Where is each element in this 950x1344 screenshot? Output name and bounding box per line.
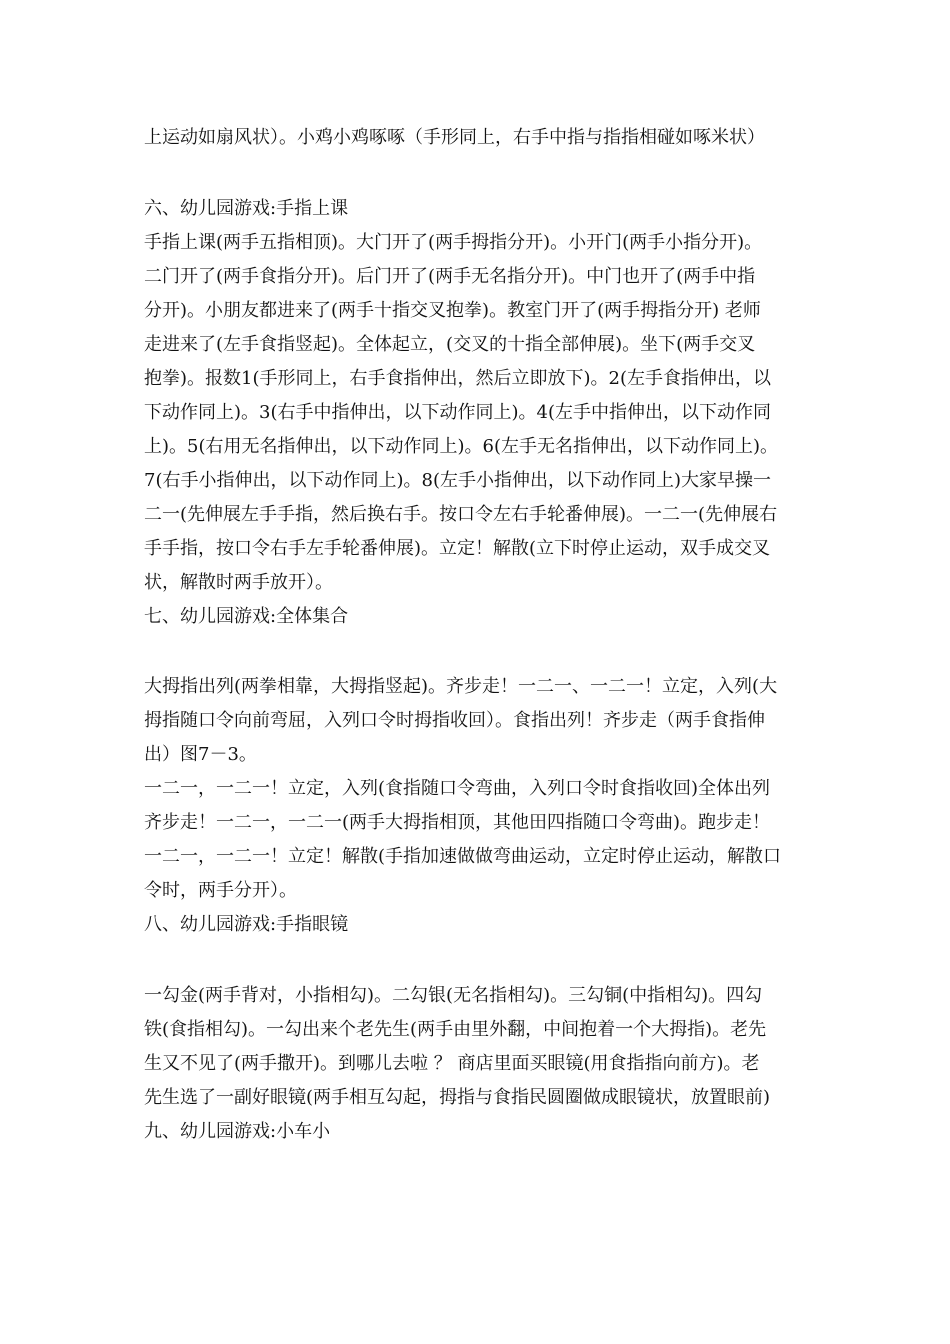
- text-line: 生又不见了(两手撒开)。到哪儿去啦 ？ 商店里面买眼镜(用食指指向前方)。老: [144, 1053, 760, 1074]
- text-line: 令时，两手分开）。: [144, 880, 297, 901]
- text-line: 7(右手小指伸出，以下动作同上)。8(左手小指伸出，以下动作同上)大家早操一: [144, 470, 771, 491]
- section-heading: 一勾金(两手背对，小指相勾)。二勾银(无名指相勾)。三勾铜(中指相勾)。四勾: [144, 985, 763, 1006]
- text-line: 一二一，一二一！立定，入列(食指随口令弯曲，入列口令时食指收回)全体出列: [144, 778, 771, 799]
- text-line: 状，解散时两手放开）。: [144, 572, 333, 593]
- text-line: 下动作同上)。3(右手中指伸出，以下动作同上)。4(左手中指伸出，以下动作同: [144, 402, 771, 423]
- text-line: 分开)。小朋友都进来了(两手十指交叉抱拳)。教室门开了(两手拇指分开) 老师: [144, 300, 761, 321]
- section-heading: 大拇指出列(两拳相靠，大拇指竖起)。齐步走！一二一、一二一！立定，入列(大: [144, 676, 778, 697]
- text-line: 铁(食指相勾)。一勾出来个老先生(两手由里外翻，中间抱着一个大拇指)。老先: [144, 1019, 767, 1040]
- text-line: 拇指随口令向前弯屈，入列口令时拇指收回）。食指出列！齐步走（两手食指伸: [144, 710, 765, 731]
- text-line: 一二一，一二一！立定！解散(手指加速做做弯曲运动，立定时停止运动，解散口: [144, 846, 782, 867]
- text-line: 上运动如扇风状）。小鸡小鸡啄啄（手形同上，右手中指与指指相碰如啄米状）: [144, 127, 765, 148]
- text-line: 上)。5(右用无名指伸出，以下动作同上)。6(左手无名指伸出，以下动作同上)。: [144, 436, 779, 457]
- text-line: 八、幼儿园游戏:手指眼镜: [144, 914, 349, 935]
- text-line: 手指上课(两手五指相顶)。大门开了(两手拇指分开)。小开门(两手小指分开)。: [144, 232, 763, 253]
- text-line: 齐步走！一二一，一二一(两手大拇指相顶，其他田四指随口令弯曲)。跑步走！: [144, 812, 771, 833]
- text-line: 二一(先伸展左手手指，然后换右手。按口令左右手轮番伸展)。一二一(先伸展右: [144, 504, 778, 525]
- text-line: 九、幼儿园游戏:小车小: [144, 1121, 331, 1142]
- text-line: 先生选了一副好眼镜(两手相互勾起，拇指与食指民圆圈做成眼镜状，放置眼前): [144, 1087, 771, 1108]
- text-line: 七、幼儿园游戏:全体集合: [144, 606, 349, 627]
- text-line: 出）图7－3。: [144, 744, 257, 765]
- text-line: 走进来了(左手食指竖起)。全体起立，(交叉的十指全部伸展)。坐下(两手交叉: [144, 334, 756, 355]
- text-line: 抱拳)。报数1(手形同上，右手食指伸出，然后立即放下)。2(左手食指伸出，以: [144, 368, 771, 389]
- section-heading: 六、幼儿园游戏:手指上课: [144, 198, 349, 219]
- text-line: 手手指，按口令右手左手轮番伸展)。立定！解散(立下时停止运动，双手成交叉: [144, 538, 771, 559]
- text-line: 二门开了(两手食指分开)。后门开了(两手无名指分开)。中门也开了(两手中指: [144, 266, 756, 287]
